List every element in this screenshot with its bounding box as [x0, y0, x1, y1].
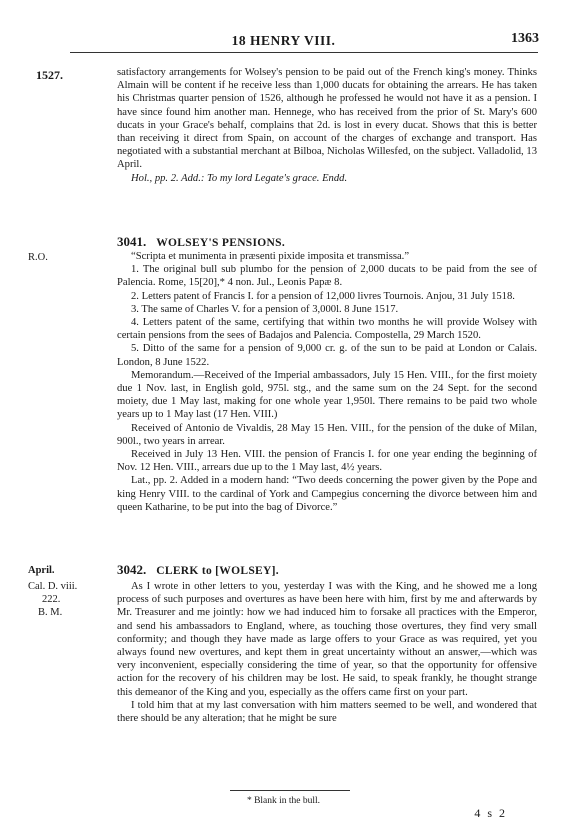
- entry-3041-para: Lat., pp. 2. Added in a modern hand: “Two deeds concerning the power given by the Pope and king Henry VIII. to the cardinal of York and Campegius concerning the divorce between him and queen Katharine, to be put into the bag of Divorce.”: [117, 475, 537, 513]
- entry-3041-para: Received of Antonio de Vivaldis, 28 May 15 Hen. VIII., for the pension of the duke of Milan, 900l., two years in arrear.: [117, 422, 537, 447]
- footnote-rule: [230, 790, 350, 791]
- entry-3042-para: I told him that at my last conversation with him matters seemed to be well, and wondered that there should be any alteration; that he might be sure: [117, 699, 537, 725]
- running-header: 18 HENRY VIII.: [231, 33, 336, 48]
- entry-3041-para: Received in July 13 Hen. VIII. the pension of Francis I. for one year ending the beginning of Nov. 12 Hen. VIII., arrears due up to the 1 May last, 4½ years.: [117, 449, 537, 474]
- entry-3042-heading: [117, 562, 279, 578]
- entry-3041-para: 1. The original bull sub plumbo for the pension of 2,000 ducats to be paid from the see of Palencia. Rome, 15[20],* 4 non. Jul., Leonis Papæ 8.: [117, 264, 537, 289]
- entry-3042-date: April.: [28, 565, 55, 576]
- page-number: 1363: [511, 31, 539, 46]
- entry-3042-archive: B. M.: [38, 607, 63, 618]
- entry-3042-para: As I wrote in other letters to you, yesterday I was with the King, and he showed me a long process of such purposes and overtures as have been here with him, first by me and afterwards by Mr. Treasurer and me jointly: how we had induced him to forsake all practices with the Emperor, and send his ambassadors to England, where, as touching those overtures, they find very small conformity; and though they have made as large offers to your Grace as was required, yet you always found new overtures, and kept them in great uncertainty without an answer,—which was very inconvenient, especially considering the time of year, so that the opportunity for offensive action for the recovery of his children may be lost. He said, to speak frankly, he thought strange this demeanor of the King and you, especially as the offers came first on your part.: [117, 581, 537, 698]
- entry-3041-para: 2. Letters patent of Francis I. for a pension of 12,000 livres Tournois. Anjou, 31 July 1518.: [131, 290, 515, 302]
- previous-entry-text: satisfactory arrangements for Wolsey's pension to be paid out of the French king's money. Thinks Almain will be content if he receive less than 1,000 ducats for obtaining the arrears. He has taken his Christmas quarter pension of 1526, although he professed he would not have it as a pension. I have since found him another man. Hennege, who has received from the prior of St. Mary's 600 ducats in your Grace's behalf, complains that 2d. is lost in every ducat. Shows that this is better than receiving it direct from Spain, on account of the charges of exchange and transport. Has negotiated with a substantial merchant at Bilboa, Nicholas Willesfed, on the subject. Valladolid, 13 April.: [117, 67, 537, 171]
- entry-3041-para: “Scripta et munimenta in præsenti pixide imposita et transmissa.”: [131, 251, 410, 262]
- entry-3042-title: CLERK to [WOLSEY].: [156, 565, 279, 577]
- entry-3041-margin: [28, 251, 108, 264]
- entry-3041-source: R.O.: [28, 252, 48, 263]
- entry-3041-para: Memorandum.—Received of the Imperial ambassadors, July 15 Hen. VIII., for the first moiety due 1 Nov. last, in English gold, 975l. stg., and the same sum on the 24 Sept. for the second moiety, due 1 May last, making for one whole year 1,950l. There remains to be paid two whole years up to 1 May last (17 Hen. VIII.): [117, 369, 537, 421]
- entry-3042-number: 3042.: [117, 562, 147, 577]
- previous-entry-footer: Hol., pp. 2. Add.: To my lord Legate's grace. Endd.: [131, 172, 348, 184]
- entry-3042-body: [117, 580, 537, 725]
- footnote: * Blank in the bull.: [246, 796, 321, 806]
- entry-3042-folio: 222.: [42, 594, 61, 605]
- header-rule: [70, 52, 538, 53]
- entry-3041-title: WOLSEY'S PENSIONS.: [156, 237, 285, 249]
- entry-3041-body: [117, 250, 537, 514]
- entry-3041-para: 4. Letters patent of the same, certifying that within two months he will provide Wolsey with certain pensions from the sees of Badajos and Palencia. Compostella, 29 March 1520.: [117, 317, 537, 342]
- entry-3042-source: Cal. D. viii.: [28, 581, 78, 592]
- entry-3041-para: 3. The same of Charles V. for a pension of 3,000l. 8 June 1517.: [131, 303, 399, 315]
- previous-entry: [117, 66, 537, 185]
- entry-3041-heading: [117, 234, 285, 250]
- year-marker: 1527.: [36, 68, 63, 82]
- entry-3041-number: 3041.: [117, 234, 147, 249]
- entry-3041-para: 5. Ditto of the same for a pension of 9,000 cr. g. of the sun to be paid at London or Calais. London, 8 June 1522.: [117, 343, 537, 368]
- signature-mark: 4 s 2: [474, 806, 507, 820]
- entry-3042-margin: [28, 564, 108, 619]
